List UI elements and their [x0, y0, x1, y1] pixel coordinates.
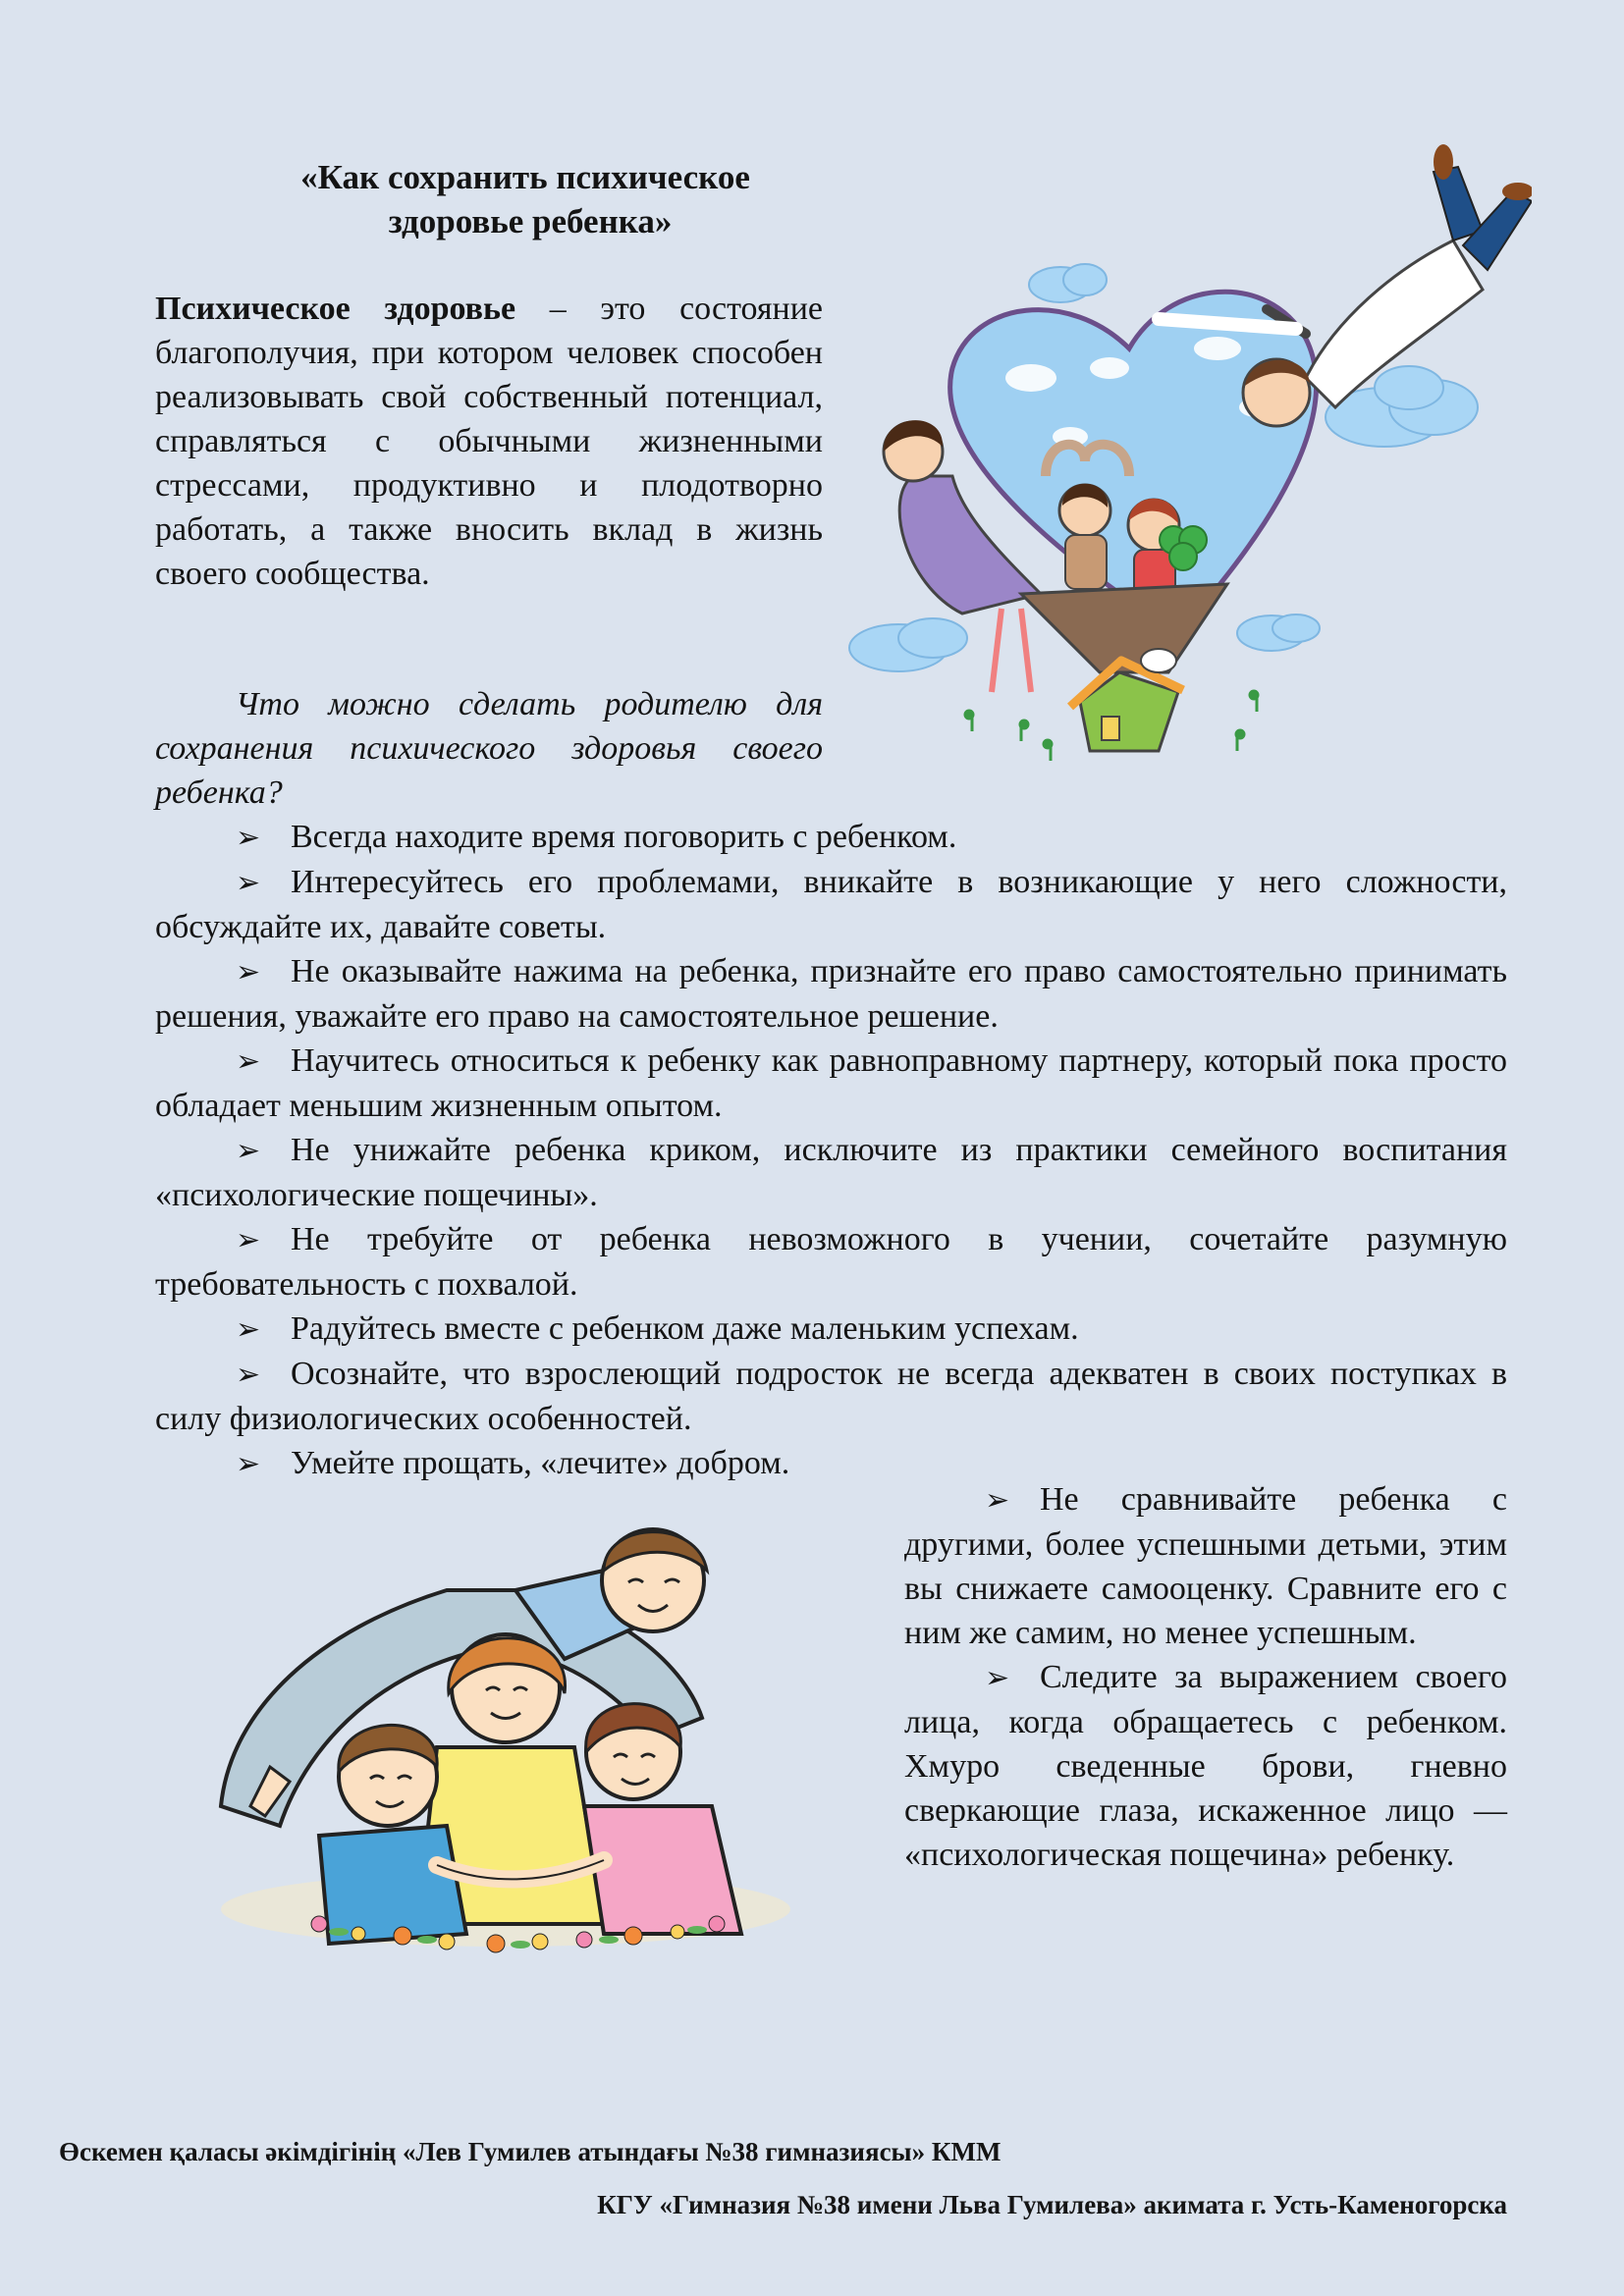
bullet-arrow-icon: ➢	[236, 1045, 261, 1078]
bullet-arrow-icon: ➢	[236, 1313, 261, 1346]
tip-text: Не унижайте ребенка криком, исключите из практики семейного воспитания «психологические пощечины».	[155, 1132, 1507, 1213]
footer-kazakh: Өскемен қаласы әкімдігінің «Лев Гумилев атындағы №38 гимназиясы» КММ	[59, 2137, 1001, 2166]
bullet-arrow-icon: ➢	[236, 822, 261, 854]
title-line-1: «Как сохранить психическое	[300, 158, 750, 196]
tip-item	[155, 815, 1507, 860]
intro-paragraph	[155, 287, 823, 596]
bullet-arrow-icon: ➢	[236, 1224, 261, 1256]
tip-text: Интересуйтесь его проблемами, вникайте в возникающие у него сложности, обсуждайте их, давайте советы.	[155, 864, 1507, 945]
tip-text: Не сравнивайте ребенка с другими, более успешными детьми, этим вы снижаете самооценку. Сравните его с ним же самим, но менее успешным.	[904, 1481, 1507, 1651]
tips-list	[155, 815, 1507, 1486]
tip-item	[155, 1352, 1507, 1441]
footer-russian: КГУ «Гимназия №38 имени Льва Гумилева» акимата г. Усть-Каменогорска	[597, 2190, 1507, 2219]
tips-right-column	[904, 1477, 1507, 1877]
tip-item	[155, 1217, 1507, 1307]
tip-text: Радуйтесь вместе с ребенком даже маленьким успехам.	[291, 1310, 1079, 1347]
family-flying-illustration	[844, 123, 1532, 780]
tip-text: Осознайте, что взрослеющий подросток не всегда адекватен в своих поступках в силу физиологических особенностей.	[155, 1356, 1507, 1437]
tip-item	[155, 860, 1507, 949]
intro-term: Психическое здоровье	[155, 291, 516, 327]
tip-text: Не требуйте от ребенка невозможного в учении, сочетайте разумную требовательность с похвалой.	[155, 1221, 1507, 1303]
bullet-arrow-icon: ➢	[236, 1448, 261, 1480]
question-paragraph: Что можно сделать родителю для сохранения психического здоровья своего ребенка?	[155, 686, 823, 811]
bullet-arrow-icon: ➢	[985, 1484, 1010, 1517]
tip-item	[904, 1655, 1507, 1877]
tip-text: Всегда находите время поговорить с ребенком.	[291, 819, 957, 855]
intro-definition: – это состояние благополучия, при котором человек способен реализовывать свой собственный потенциал, справляться с обычными жизненными стрессами, продуктивно и плодотворно работать, а также вносить вклад в жизнь своего сообщества.	[155, 291, 823, 592]
tip-item	[155, 1039, 1507, 1128]
tip-item	[155, 1307, 1507, 1352]
title-line-2: здоровье ребенка»	[388, 202, 673, 240]
bullet-arrow-icon: ➢	[985, 1662, 1010, 1694]
bullet-arrow-icon: ➢	[236, 1135, 261, 1167]
bullet-arrow-icon: ➢	[236, 1359, 261, 1391]
tip-item	[155, 1128, 1507, 1217]
bullet-arrow-icon: ➢	[236, 867, 261, 899]
tip-text: Умейте прощать, «лечите» добром.	[291, 1445, 790, 1481]
tip-text: Не оказывайте нажима на ребенка, признайте его право самостоятельно принимать решения, уважайте его право на самостоятельное решение.	[155, 953, 1507, 1035]
tip-item	[155, 949, 1507, 1039]
tip-text: Научитесь относиться к ребенку как равноправному партнеру, который пока просто обладает меньшим жизненным опытом.	[155, 1042, 1507, 1124]
tip-item	[904, 1477, 1507, 1655]
tip-text: Следите за выражением своего лица, когда обращаетесь с ребенком. Хмуро сведенные брови, гневно сверкающие глаза, искаженное лицо — «психологическая пощечина» ребенку.	[904, 1659, 1507, 1873]
bullet-arrow-icon: ➢	[236, 956, 261, 988]
family-hug-illustration	[191, 1512, 820, 1963]
